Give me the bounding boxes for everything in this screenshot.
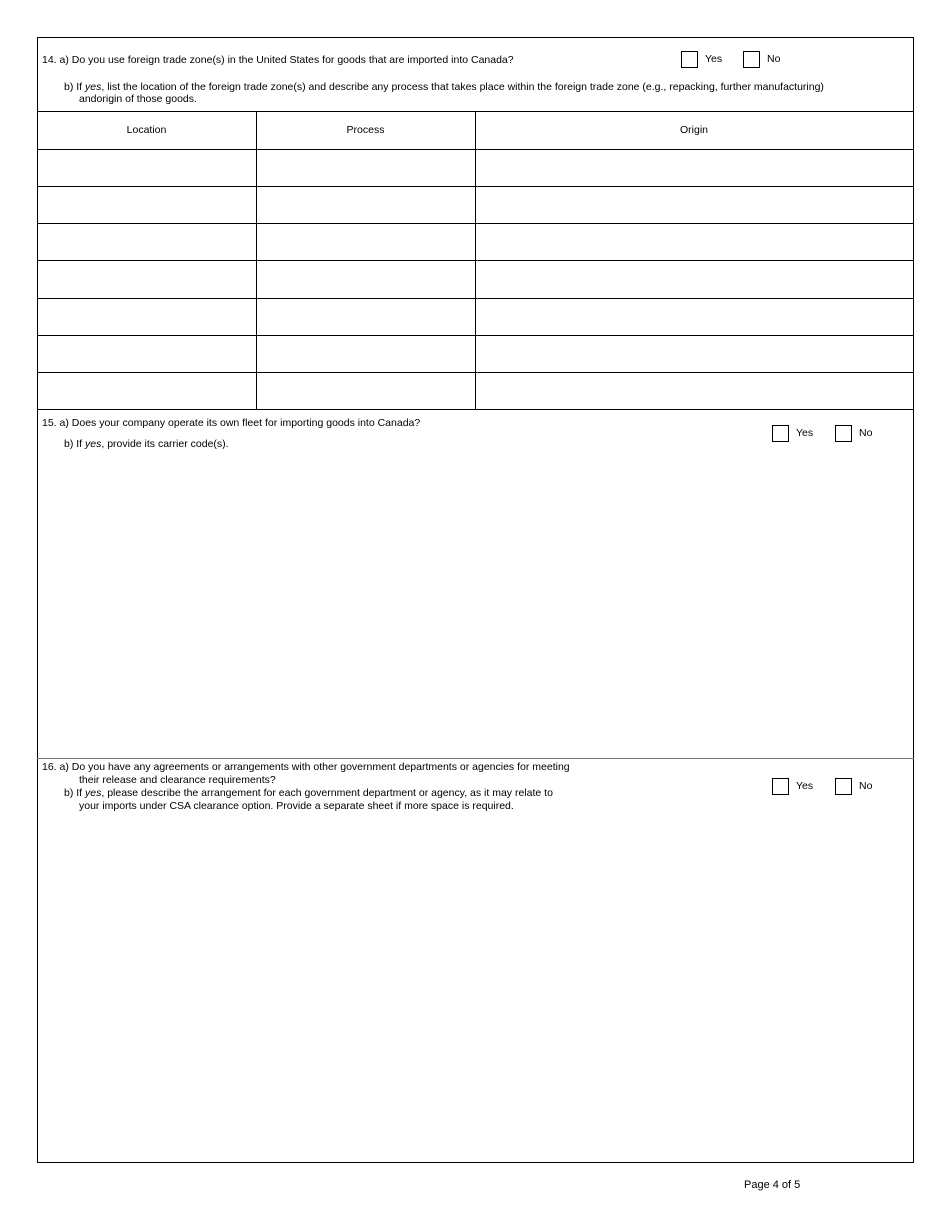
- divider: [37, 409, 914, 410]
- q14-no-label: No: [767, 53, 781, 65]
- table-cell-process[interactable]: [257, 150, 474, 185]
- q15-answer-area[interactable]: [38, 455, 912, 755]
- table-cell-location[interactable]: [38, 187, 255, 222]
- table-cell-process[interactable]: [257, 224, 474, 259]
- table-cell-origin[interactable]: [476, 224, 912, 259]
- q14b-text: [64, 81, 824, 93]
- table-cell-process[interactable]: [257, 261, 474, 296]
- table-cell-location[interactable]: [38, 336, 255, 371]
- table-cell-origin[interactable]: [476, 187, 912, 222]
- q16-yes-label: Yes: [796, 780, 814, 792]
- table-cell-location[interactable]: [38, 150, 255, 185]
- q16-no-label: No: [859, 780, 873, 792]
- q15b-rest: , provide its carrier code(s).: [101, 438, 229, 450]
- q14a-text: 14. a) Do you use foreign trade zone(s) in the United States for goods that are imported into Canada?: [42, 54, 514, 66]
- q15-yes-checkbox[interactable]: [772, 425, 789, 442]
- q16b-rest: , please describe the arrangement for each government department or agency, as it may relate to: [101, 787, 553, 799]
- table-cell-process[interactable]: [257, 299, 474, 334]
- q15b-prefix: b) If: [64, 438, 86, 450]
- table-cell-location[interactable]: [38, 299, 255, 334]
- q14b-line2: andorigin of those goods.: [79, 93, 197, 105]
- table-cell-process[interactable]: [257, 373, 474, 408]
- table-cell-location[interactable]: [38, 261, 255, 296]
- q16-no-checkbox[interactable]: [835, 778, 852, 795]
- table-cell-origin[interactable]: [476, 373, 912, 408]
- q16b-text: [64, 787, 553, 799]
- q14-yes-label: Yes: [705, 53, 723, 65]
- q15-yes-label: Yes: [796, 427, 814, 439]
- q15b-italic: yes: [85, 438, 102, 450]
- q15-no-checkbox[interactable]: [835, 425, 852, 442]
- table-cell-origin[interactable]: [476, 150, 912, 185]
- q14b-rest: , list the location of the foreign trade zone(s) and describe any process that takes place within the foreign trade zone (e.g., repacking, further manufacturing): [101, 81, 824, 93]
- q15b-text: [64, 438, 229, 450]
- table-cell-origin[interactable]: [476, 336, 912, 371]
- q14b-italic: yes: [85, 81, 102, 93]
- q14-no-checkbox[interactable]: [743, 51, 760, 68]
- q15a-text: 15. a) Does your company operate its own fleet for importing goods into Canada?: [42, 417, 421, 429]
- q16-answer-area[interactable]: [38, 818, 912, 1158]
- table-cell-process[interactable]: [257, 336, 474, 371]
- table-cell-origin[interactable]: [476, 299, 912, 334]
- column-header-process: Process: [346, 124, 385, 136]
- q16b-line2: your imports under CSA clearance option. Provide a separate sheet if more space is required.: [79, 800, 514, 812]
- divider: [37, 758, 914, 759]
- table-cell-location[interactable]: [38, 224, 255, 259]
- table-cell-origin[interactable]: [476, 261, 912, 296]
- q14b-prefix: b) If: [64, 81, 86, 93]
- column-header-origin: Origin: [679, 124, 708, 136]
- page-number: Page 4 of 5: [744, 1179, 801, 1191]
- table-cell-location[interactable]: [38, 373, 255, 408]
- q16a-text: 16. a) Do you have any agreements or arrangements with other government departments or agencies for meeting: [42, 761, 570, 773]
- q15-no-label: No: [859, 427, 873, 439]
- q14-yes-checkbox[interactable]: [681, 51, 698, 68]
- q16b-prefix: b) If: [64, 787, 86, 799]
- q16b-italic: yes: [85, 787, 102, 799]
- q16-yes-checkbox[interactable]: [772, 778, 789, 795]
- column-header-location: Location: [126, 124, 167, 136]
- q16a-line2: their release and clearance requirements?: [79, 774, 276, 786]
- table-cell-process[interactable]: [257, 187, 474, 222]
